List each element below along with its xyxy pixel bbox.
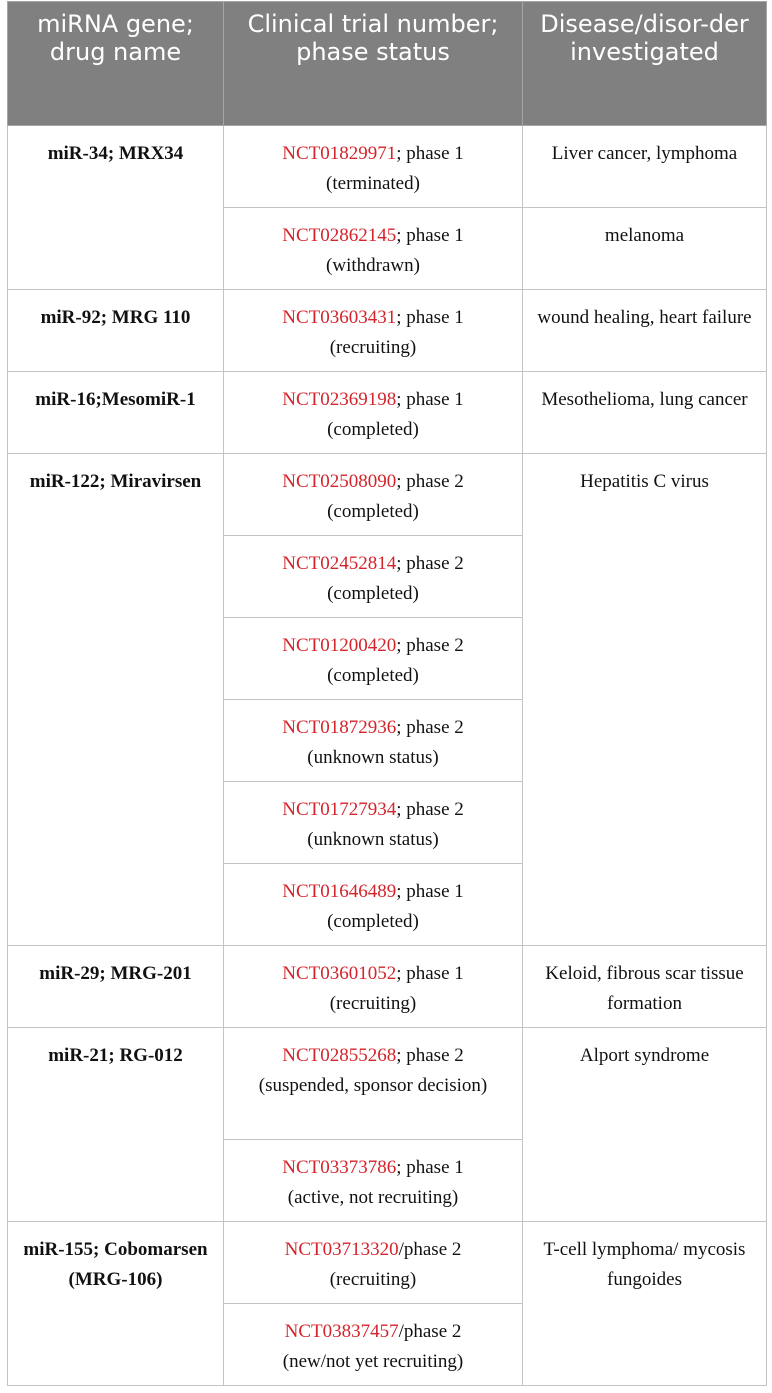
phase-text: ; phase 2 — [396, 717, 464, 738]
trial-link[interactable]: NCT01727934 — [282, 799, 397, 820]
trial-cell — [224, 290, 523, 372]
trial-link[interactable]: NCT03837457 — [284, 1321, 399, 1342]
trial-cell — [224, 208, 523, 290]
phase-text: ; phase 2 — [396, 471, 464, 492]
disease-cell: Mesothelioma, lung cancer — [523, 372, 767, 454]
trial-link[interactable]: NCT02508090 — [282, 471, 397, 492]
trial-link[interactable]: NCT02862145 — [282, 225, 397, 246]
header-disease: Disease/disor-der investigated — [523, 2, 767, 126]
table-row — [8, 1222, 767, 1304]
clinical-trials-table — [7, 1, 767, 1386]
trial-link[interactable]: NCT03373786 — [282, 1157, 397, 1178]
status-text: (completed) — [327, 501, 419, 522]
trial-cell — [224, 700, 523, 782]
status-text: (suspended, sponsor decision) — [258, 1075, 488, 1096]
table-row — [8, 290, 767, 372]
status-text: (recruiting) — [329, 993, 417, 1014]
status-text: (completed) — [327, 911, 419, 932]
trial-cell — [224, 1304, 523, 1386]
phase-text: ; phase 1 — [396, 225, 464, 246]
trial-cell — [224, 536, 523, 618]
disease-cell: Alport syndrome — [523, 1028, 767, 1222]
trial-cell — [224, 618, 523, 700]
trial-cell — [224, 1140, 523, 1222]
trial-link[interactable]: NCT03713320 — [284, 1239, 399, 1260]
phase-text: ; phase 1 — [396, 307, 464, 328]
phase-text: ; phase 1 — [396, 963, 464, 984]
status-text: (withdrawn) — [326, 255, 420, 276]
phase-text: /phase 2 — [398, 1239, 462, 1260]
table-row — [8, 454, 767, 536]
status-text: (recruiting) — [329, 1269, 417, 1290]
disease-cell: wound healing, heart failure — [523, 290, 767, 372]
disease-cell: Keloid, fibrous scar tissue formation — [523, 946, 767, 1028]
trial-cell — [224, 782, 523, 864]
trial-cell — [224, 1028, 523, 1140]
disease-cell: Liver cancer, lymphoma — [523, 126, 767, 208]
trial-cell — [224, 946, 523, 1028]
trial-link[interactable]: NCT01872936 — [282, 717, 397, 738]
phase-text: ; phase 2 — [396, 799, 464, 820]
gene-cell: miR-21; RG-012 — [8, 1028, 224, 1222]
trial-link[interactable]: NCT01200420 — [282, 635, 397, 656]
disease-cell: Hepatitis C virus — [523, 454, 767, 946]
status-text: (new/not yet recruiting) — [282, 1351, 464, 1372]
status-text: (unknown status) — [307, 747, 439, 768]
table-row — [8, 1028, 767, 1140]
trial-link[interactable]: NCT01646489 — [282, 881, 397, 902]
table-row — [8, 946, 767, 1028]
disease-cell: T-cell lymphoma/ mycosis fungoides — [523, 1222, 767, 1386]
status-text: (completed) — [327, 583, 419, 604]
status-text: (active, not recruiting) — [287, 1187, 459, 1208]
trial-cell — [224, 454, 523, 536]
trial-cell — [224, 126, 523, 208]
table-row — [8, 126, 767, 208]
phase-text: ; phase 2 — [396, 553, 464, 574]
phase-text: ; phase 2 — [396, 635, 464, 656]
trial-link[interactable]: NCT01829971 — [282, 143, 397, 164]
trial-link[interactable]: NCT02855268 — [282, 1045, 397, 1066]
status-text: (unknown status) — [307, 829, 439, 850]
trial-link[interactable]: NCT03601052 — [282, 963, 397, 984]
phase-text: ; phase 2 — [396, 1045, 464, 1066]
trial-cell — [224, 1222, 523, 1304]
header-gene: miRNA gene; drug name — [8, 2, 224, 126]
table-row — [8, 372, 767, 454]
status-text: (recruiting) — [329, 337, 417, 358]
phase-text: ; phase 1 — [396, 389, 464, 410]
status-text: (completed) — [327, 419, 419, 440]
trial-link[interactable]: NCT02452814 — [282, 553, 397, 574]
status-text: (terminated) — [326, 173, 420, 194]
phase-text: ; phase 1 — [396, 1157, 464, 1178]
gene-cell: miR-122; Miravirsen — [8, 454, 224, 946]
trial-link[interactable]: NCT02369198 — [282, 389, 397, 410]
gene-cell: miR-155; Cobomarsen (MRG-106) — [8, 1222, 224, 1386]
status-text: (completed) — [327, 665, 419, 686]
header-trial: Clinical trial number; phase status — [224, 2, 523, 126]
phase-text: ; phase 1 — [396, 143, 464, 164]
gene-cell: miR-34; MRX34 — [8, 126, 224, 290]
phase-text: /phase 2 — [398, 1321, 462, 1342]
gene-cell: miR-16;MesomiR-1 — [8, 372, 224, 454]
header-row — [8, 2, 767, 126]
trial-cell — [224, 372, 523, 454]
gene-cell: miR-29; MRG-201 — [8, 946, 224, 1028]
trial-link[interactable]: NCT03603431 — [282, 307, 397, 328]
trial-cell — [224, 864, 523, 946]
phase-text: ; phase 1 — [396, 881, 464, 902]
disease-cell: melanoma — [523, 208, 767, 290]
gene-cell: miR-92; MRG 110 — [8, 290, 224, 372]
